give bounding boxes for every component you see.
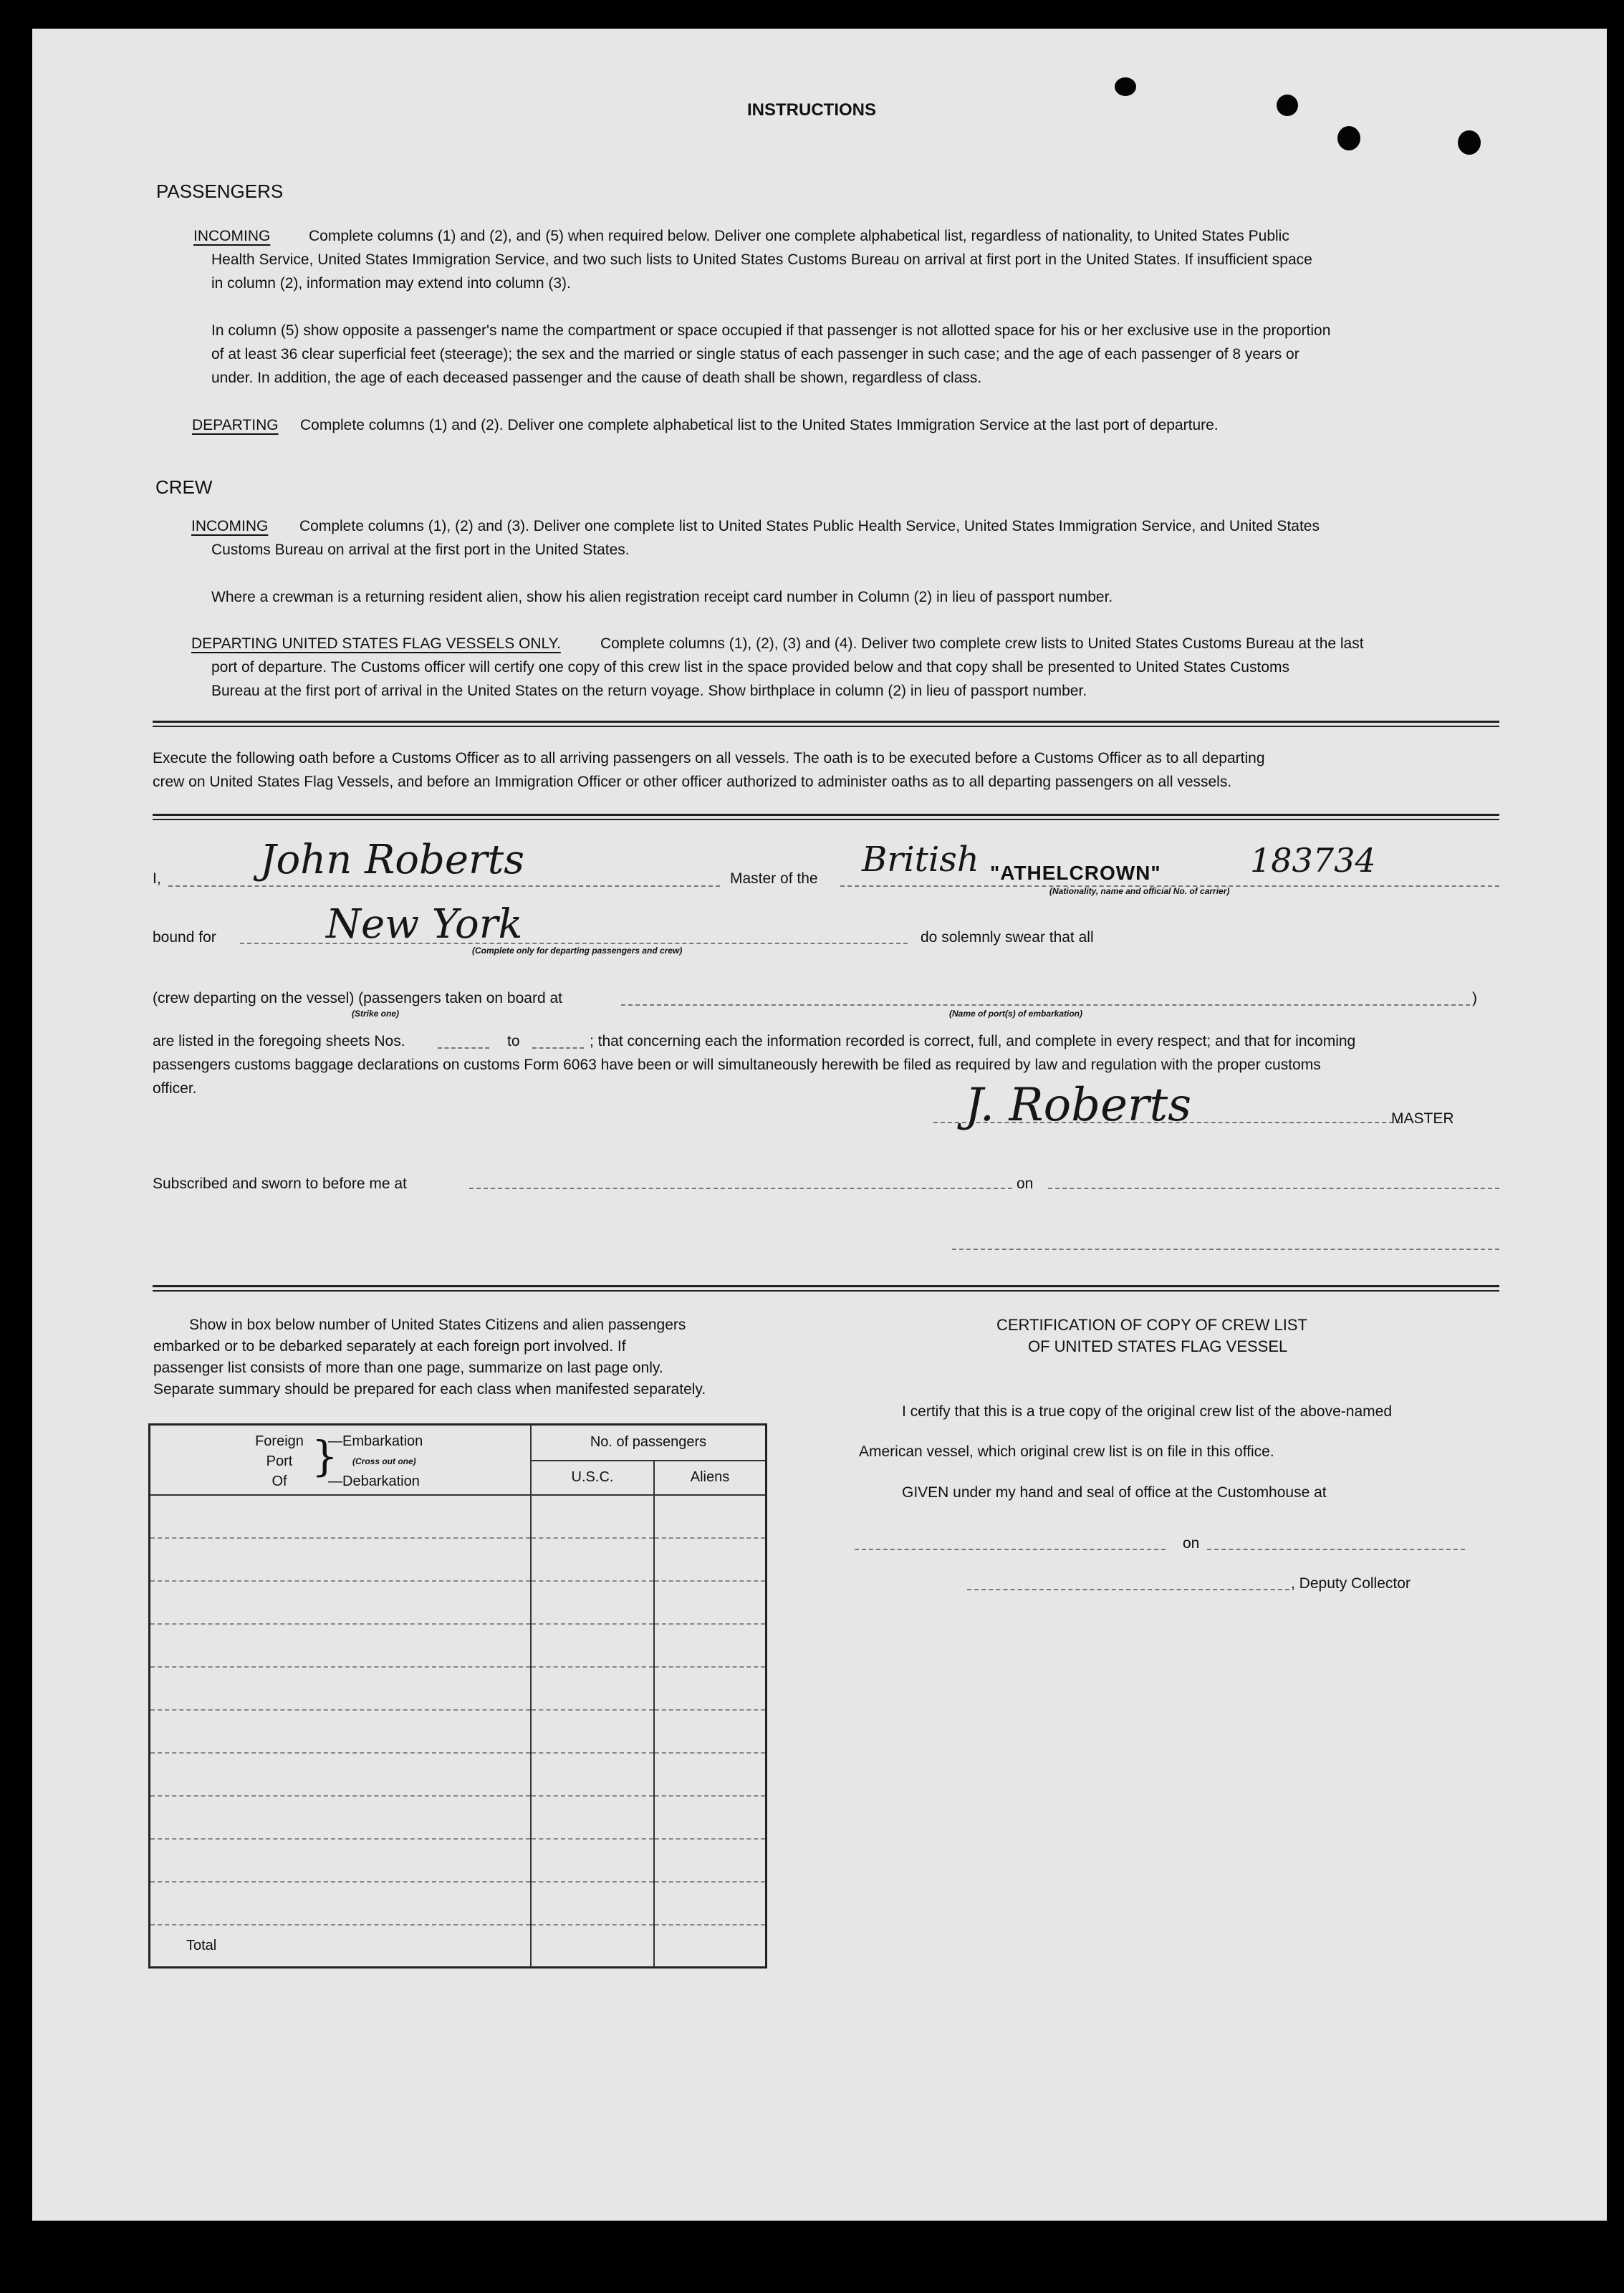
certification-title: OF UNITED STATES FLAG VESSEL <box>1028 1337 1288 1355</box>
master-of-label: Master of the <box>730 870 818 887</box>
column5-line: In column (5) show opposite a passenger's name the compartment or space occupied if that passenger is not allotted space for his or her exclusive use in the proportion <box>211 322 1331 339</box>
column5-line: of at least 36 clear superficial feet (steerage); the sex and the married or single status of each passenger in such case; and the age of each passenger of 8 years or <box>211 346 1299 362</box>
listed-to: to <box>507 1033 520 1049</box>
passengers-heading: PASSENGERS <box>156 181 284 202</box>
ports-caption: (Name of port(s) of embarkation) <box>949 1009 1083 1019</box>
aliens-header: Aliens <box>654 1461 767 1495</box>
punch-hole <box>1115 77 1136 96</box>
certification-line: American vessel, which original crew list is on file in this office. <box>859 1443 1274 1460</box>
swear-text: do solemnly swear that all <box>921 929 1094 946</box>
table-row[interactable] <box>150 1667 767 1710</box>
table-row[interactable] <box>150 1753 767 1796</box>
of-label: Of <box>272 1474 287 1489</box>
form-page <box>32 29 1607 2221</box>
subscribed-on-label: on <box>1017 1176 1034 1192</box>
destination-handwritten[interactable]: New York <box>326 901 523 948</box>
carrier-caption: (Nationality, name and official No. of carrier) <box>1049 886 1230 896</box>
subscribed-label: Subscribed and sworn to before me at <box>153 1176 407 1192</box>
table-row[interactable] <box>150 1624 767 1667</box>
table-row[interactable] <box>150 1839 767 1882</box>
divider <box>153 1285 1499 1287</box>
strike-caption: (Strike one) <box>352 1009 400 1019</box>
i-label: I, <box>153 870 161 887</box>
vessel-name: "ATHELCROWN" <box>990 862 1161 884</box>
certification-line: I certify that this is a true copy of the original crew list of the above-named <box>902 1403 1392 1420</box>
divider <box>153 814 1499 816</box>
passengers-incoming-label: INCOMING <box>193 228 271 244</box>
destination-caption: (Complete only for departing passengers and crew) <box>472 946 683 956</box>
oath-intro-line: Execute the following oath before a Customs Officer as to all arriving passengers on all vessels. The oath is to be executed before a Customs Officer as to all departing <box>153 750 1265 766</box>
crew-heading: CREW <box>155 476 213 498</box>
summary-instruction: embarked or to be debarked separately at each foreign port involved. If <box>153 1338 626 1355</box>
table-row[interactable] <box>150 1710 767 1753</box>
table-row[interactable] <box>150 1796 767 1839</box>
passengers-departing-text: Complete columns (1) and (2). Deliver one complete alphabetical list to the United States Immigration Service at the last port of departure. <box>300 417 1219 433</box>
passengers-incoming-line: in column (2), information may extend into column (3). <box>211 275 571 292</box>
foreign-label: Foreign <box>255 1433 304 1449</box>
nationality-handwritten[interactable]: British <box>862 840 979 880</box>
certification-line: GIVEN under my hand and seal of office at the Customhouse at <box>902 1484 1327 1501</box>
crew-departing-line: Complete columns (1), (2), (3) and (4). Deliver two complete crew lists to United States Customs Bureau at the last <box>600 635 1364 652</box>
crew-incoming-line: Complete columns (1), (2) and (3). Deliver one complete list to United States Public Health Service, United States Immigration Service, and United States <box>299 518 1320 534</box>
master-label: MASTER <box>1391 1110 1454 1127</box>
embarkation-label: —Embarkation <box>328 1433 423 1449</box>
summary-instruction: Separate summary should be prepared for each class when manifested separately. <box>153 1381 706 1398</box>
page-title: INSTRUCTIONS <box>747 100 876 120</box>
divider <box>153 726 1499 727</box>
punch-hole <box>1458 130 1481 155</box>
divider <box>153 1290 1499 1292</box>
table-row[interactable] <box>150 1882 767 1925</box>
port-label: Port <box>266 1453 293 1469</box>
summary-instruction: passenger list consists of more than one page, summarize on last page only. <box>153 1360 663 1376</box>
bound-for-label: bound for <box>153 929 216 946</box>
official-number-handwritten[interactable]: 183734 <box>1250 841 1376 880</box>
passengers-departing-label: DEPARTING <box>192 417 279 433</box>
cross-out-caption: (Cross out one) <box>352 1456 416 1466</box>
passengers-incoming-line: Complete columns (1) and (2), and (5) when required below. Deliver one complete alphabetical list, regardless of nationality, to United States Public <box>309 228 1289 244</box>
listed-text: passengers customs baggage declarations on customs Form 6063 have been or will simultaneously herewith be filed as required by law and regulation with the proper customs <box>153 1057 1321 1073</box>
crew-departing-line: port of departure. The Customs officer will certify one copy of this crew list in the space provided below and that copy shall be presented to United States Customs <box>211 659 1289 676</box>
brace-icon: } <box>312 1432 338 1481</box>
master-signature[interactable]: J. Roberts <box>965 1079 1192 1132</box>
summary-instruction: Show in box below number of United States Citizens and alien passengers <box>189 1317 686 1333</box>
deputy-collector-label: , Deputy Collector <box>1291 1575 1411 1592</box>
no-passengers-header: No. of passengers <box>531 1425 767 1461</box>
listed-text: ; that concerning each the information recorded is correct, full, and complete in every respect; and that for incoming <box>590 1033 1356 1049</box>
punch-hole <box>1277 95 1298 116</box>
crew-incoming-label: INCOMING <box>191 518 269 534</box>
crew-resident-text: Where a crewman is a returning resident alien, show his alien registration receipt card number in Column (2) in lieu of passport number. <box>211 589 1113 605</box>
certification-title: CERTIFICATION OF COPY OF CREW LIST <box>996 1316 1307 1334</box>
passengers-incoming-line: Health Service, United States Immigration Service, and two such lists to United States Customs Bureau on arrival at first port in the United States. If insufficient space <box>211 251 1312 268</box>
divider <box>153 819 1499 820</box>
oath-intro-line: crew on United States Flag Vessels, and before an Immigration Officer or other officer authorized to administer oaths as to all departing passengers on all vessels. <box>153 774 1232 790</box>
debarkation-label: —Debarkation <box>328 1474 420 1489</box>
punch-hole <box>1337 126 1360 150</box>
master-name-handwritten[interactable]: John Roberts <box>260 837 524 883</box>
listed-text: officer. <box>153 1080 197 1097</box>
certification-on-label: on <box>1183 1535 1200 1552</box>
crew-incoming-line: Customs Bureau on arrival at the first port in the United States. <box>211 542 630 558</box>
crew-departing-label: DEPARTING UNITED STATES FLAG VESSELS ONLY. <box>191 635 561 652</box>
close-paren: ) <box>1472 990 1477 1006</box>
total-label: Total <box>150 1925 532 1968</box>
crew-departing-line: Bureau at the first port of arrival in the United States on the return voyage. Show birthplace in column (2) in lieu of passport number. <box>211 683 1087 699</box>
listed-text: are listed in the foregoing sheets Nos. <box>153 1033 405 1049</box>
column5-line: under. In addition, the age of each deceased passenger and the cause of death shall be shown, regardless of class. <box>211 370 982 386</box>
passenger-summary-table <box>148 1423 767 1968</box>
table-row[interactable] <box>150 1538 767 1581</box>
crew-departing-text: (crew departing on the vessel) (passengers taken on board at <box>153 990 562 1006</box>
usc-header: U.S.C. <box>531 1461 654 1495</box>
table-row[interactable] <box>150 1495 767 1538</box>
table-row[interactable] <box>150 1581 767 1624</box>
divider <box>153 721 1499 723</box>
